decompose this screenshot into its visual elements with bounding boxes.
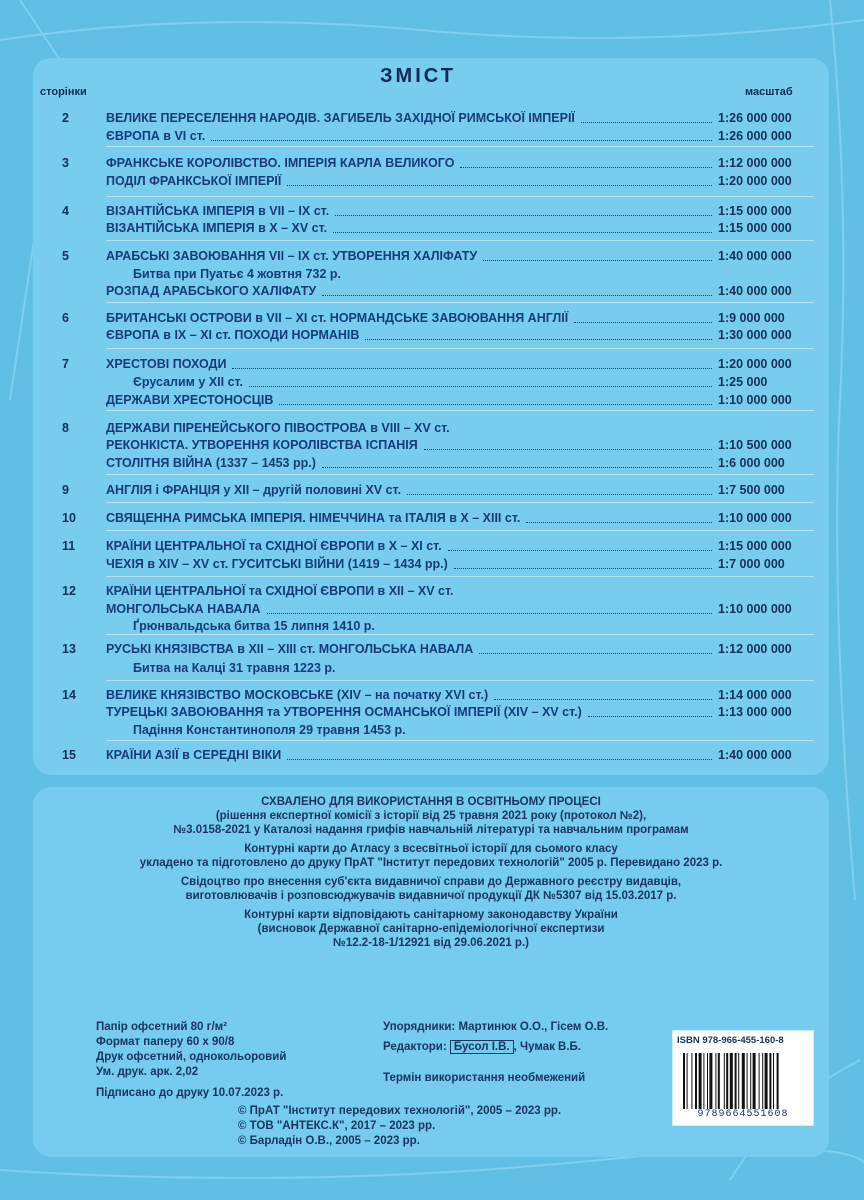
barcode-bar	[747, 1053, 748, 1109]
toc-row	[0, 283, 864, 300]
dotted-leader	[249, 384, 712, 387]
toc-separator	[106, 740, 814, 741]
barcode-bar	[691, 1053, 692, 1109]
dotted-leader	[287, 757, 712, 760]
toc-separator	[106, 240, 814, 241]
signed-info: Підписано до друку 10.07.2023 р.	[96, 1087, 284, 1099]
toc-separator	[106, 196, 814, 197]
scale-column-header: масштаб	[745, 86, 793, 98]
toc-entry-title: ПОДІЛ ФРАНКСЬКОЇ ІМПЕРІЇ	[106, 174, 282, 188]
toc-row	[0, 687, 864, 704]
toc-page-number: 10	[62, 511, 76, 525]
dotted-leader	[574, 320, 712, 323]
approval-line: №12.2-18-1/12921 від 29.06.2021 р.)	[333, 937, 529, 949]
toc-entry-title: ЧЕХІЯ в XIV – XV ст. ГУСИТСЬКІ ВІЙНИ (1419 – 1434 рр.)	[106, 557, 448, 571]
toc-scale: 1:15 000 000	[718, 221, 792, 235]
toc-row	[0, 173, 864, 190]
toc-page-number: 5	[62, 249, 69, 263]
toc-entry-title: ЄВРОПА в IX – XI ст. ПОХОДИ НОРМАНІВ	[106, 328, 360, 342]
barcode-bar	[718, 1053, 720, 1109]
toc-scale: 1:12 000 000	[718, 156, 792, 170]
compilers-label: Упорядники:	[383, 1021, 456, 1033]
toc-row	[0, 583, 864, 600]
toc-entry-title: АНГЛІЯ і ФРАНЦІЯ у XII – другій половині XV ст.	[106, 483, 402, 497]
toc-scale: 1:10 000 000	[718, 602, 792, 616]
toc-row	[0, 660, 864, 677]
toc-scale: 1:40 000 000	[718, 748, 792, 762]
barcode-bar	[753, 1053, 756, 1109]
approval-line: Свідоцтво про внесення суб'єкта видавничої справи до Державного реєстру видавців,	[180, 876, 682, 888]
toc-entry-title: Ґрюнвальдська битва 15 липня 1410 р.	[133, 619, 375, 633]
toc-title: ЗМІСТ	[380, 65, 456, 87]
isbn-text: ISBN 978-966-455-160-8	[677, 1035, 784, 1046]
dotted-leader	[407, 492, 712, 495]
copyright-line: © Барладін О.В., 2005 – 2023 рр.	[238, 1135, 420, 1147]
barcode-bar	[769, 1053, 771, 1109]
toc-row	[0, 722, 864, 739]
isbn-barcode-box	[672, 1030, 814, 1126]
barcode-bar	[715, 1053, 716, 1109]
barcode-bar	[730, 1053, 733, 1109]
print-info: Друк офсетний, однокольоровий	[96, 1051, 287, 1063]
approval-line: СХВАЛЕНО ДЛЯ ВИКОРИСТАННЯ В ОСВІТНЬОМУ ПРОЦЕСІ	[261, 796, 601, 808]
format-info: Формат паперу 60 х 90/8	[96, 1036, 235, 1048]
approval-line: (висновок Державної санітарно-епідеміологічної експертизи	[257, 923, 605, 935]
toc-scale: 1:13 000 000	[718, 705, 792, 719]
toc-entry-title: РЕКОНКІСТА. УТВОРЕННЯ КОРОЛІВСТВА ІСПАНІЯ	[106, 438, 418, 452]
toc-row	[0, 641, 864, 658]
toc-separator	[106, 302, 814, 303]
toc-entry-title: КРАЇНИ ЦЕНТРАЛЬНОЇ та СХІДНОЇ ЄВРОПИ в XII – XV ст.	[106, 584, 454, 598]
toc-scale: 1:40 000 000	[718, 249, 792, 263]
dotted-leader	[479, 651, 712, 654]
toc-scale: 1:26 000 000	[718, 129, 792, 143]
toc-page-number: 11	[62, 539, 76, 553]
paper-info: Папір офсетний 80 г/м²	[96, 1021, 227, 1033]
sheets-info: Ум. друк. арк. 2,02	[96, 1066, 199, 1078]
barcode-bar	[709, 1053, 712, 1109]
toc-row	[0, 248, 864, 265]
toc-entry-title: КРАЇНИ ЦЕНТРАЛЬНОЇ та СХІДНОЇ ЄВРОПИ в X – XI ст.	[106, 539, 442, 553]
toc-entry-title: ХРЕСТОВІ ПОХОДИ	[106, 357, 227, 371]
dotted-leader	[581, 120, 712, 123]
dotted-leader	[322, 465, 712, 468]
toc-row	[0, 392, 864, 409]
toc-row	[0, 510, 864, 527]
toc-scale: 1:26 000 000	[718, 111, 792, 125]
toc-row	[0, 420, 864, 437]
toc-row	[0, 618, 864, 635]
toc-scale: 1:10 000 000	[718, 511, 792, 525]
toc-separator	[106, 410, 814, 411]
dotted-leader	[494, 697, 712, 700]
dotted-leader	[454, 566, 712, 569]
barcode-bar	[759, 1053, 760, 1109]
barcode-bar	[695, 1053, 697, 1109]
toc-scale: 1:15 000 000	[718, 204, 792, 218]
toc-row	[0, 110, 864, 127]
toc-row	[0, 704, 864, 721]
toc-row	[0, 327, 864, 344]
toc-scale: 1:14 000 000	[718, 688, 792, 702]
barcode-bar	[765, 1053, 768, 1109]
toc-page-number: 2	[62, 111, 69, 125]
toc-row	[0, 437, 864, 454]
barcode-bar	[773, 1053, 774, 1109]
approval-line: №3.0158-2021 у Каталозі надання грифів навчальній літературі та навчальним програмам	[173, 824, 689, 836]
toc-row	[0, 482, 864, 499]
toc-separator	[106, 530, 814, 531]
compilers-names: Мартинюк О.О., Гісем О.В.	[458, 1021, 609, 1033]
dotted-leader	[232, 366, 712, 369]
dotted-leader	[267, 611, 712, 614]
toc-scale: 1:7 000 000	[718, 557, 785, 571]
toc-entry-title: Єрусалим у XII ст.	[133, 375, 244, 389]
approval-line: Контурні карти відповідають санітарному законодавству України	[244, 909, 618, 921]
toc-entry-title: Битва при Пуатьє 4 жовтня 732 р.	[133, 267, 341, 281]
toc-entry-title: РОЗПАД АРАБСЬКОГО ХАЛІФАТУ	[106, 284, 317, 298]
barcode-number: 9789664551608	[697, 1109, 789, 1120]
toc-row	[0, 203, 864, 220]
toc-row	[0, 538, 864, 555]
toc-entry-title: МОНГОЛЬСЬКА НАВАЛА	[106, 602, 261, 616]
dotted-leader	[333, 230, 712, 233]
editor-second: , Чумак В.Б.	[513, 1041, 582, 1053]
usage-term: Термін використання необмежений	[383, 1072, 586, 1084]
toc-scale: 1:12 000 000	[718, 642, 792, 656]
toc-row	[0, 455, 864, 472]
toc-entry-title: ДЕРЖАВИ ПІРЕНЕЙСЬКОГО ПІВОСТРОВА в VIII – XV ст.	[106, 421, 450, 435]
toc-row	[0, 356, 864, 373]
dotted-leader	[279, 402, 712, 405]
toc-scale: 1:30 000 000	[718, 328, 792, 342]
toc-row	[0, 128, 864, 145]
barcode-bar	[750, 1053, 751, 1109]
toc-scale: 1:25 000	[718, 375, 768, 389]
approval-line: (рішення експертної комісії з історії від 25 травня 2021 року (протокол №2),	[215, 810, 647, 822]
toc-page-number: 13	[62, 642, 76, 656]
editor-boxed: Бусол І.В.	[450, 1040, 514, 1054]
toc-row	[0, 155, 864, 172]
toc-page-number: 6	[62, 311, 69, 325]
barcode-bar	[742, 1053, 745, 1109]
toc-scale: 1:10 500 000	[718, 438, 792, 452]
dotted-leader	[483, 258, 712, 261]
toc-row	[0, 374, 864, 391]
dotted-leader	[365, 337, 712, 340]
toc-entry-title: РУСЬКІ КНЯЗІВСТВА в XII – XIII ст. МОНГОЛЬСЬКА НАВАЛА	[106, 642, 474, 656]
toc-entry-title: КРАЇНИ АЗІЇ в СЕРЕДНІ ВІКИ	[106, 748, 282, 762]
toc-scale: 1:7 500 000	[718, 483, 785, 497]
dotted-leader	[322, 293, 712, 296]
dotted-leader	[460, 165, 712, 168]
barcode-bar	[707, 1053, 708, 1109]
editors-line	[383, 1040, 581, 1055]
barcode-bar	[726, 1053, 728, 1109]
toc-scale: 1:9 000 000	[718, 311, 785, 325]
barcode-bar	[735, 1053, 737, 1109]
toc-entry-title: СТОЛІТНЯ ВІЙНА (1337 – 1453 рр.)	[106, 456, 316, 470]
toc-row	[0, 266, 864, 283]
toc-separator	[106, 348, 814, 349]
dotted-leader	[335, 213, 712, 216]
toc-separator	[106, 502, 814, 503]
barcode-bar	[687, 1053, 688, 1109]
toc-page-number: 7	[62, 357, 69, 371]
copyright-line: © ТОВ "АНТЕКС.К", 2017 – 2023 рр.	[238, 1120, 436, 1132]
toc-scale: 1:40 000 000	[718, 284, 792, 298]
dotted-leader	[448, 548, 712, 551]
toc-page-number: 12	[62, 584, 76, 598]
barcode-bar	[683, 1053, 685, 1109]
toc-row	[0, 556, 864, 573]
toc-scale: 1:15 000 000	[718, 539, 792, 553]
toc-entry-title: БРИТАНСЬКІ ОСТРОВИ в VII – XI ст. НОРМАНДСЬКЕ ЗАВОЮВАННЯ АНГЛІЇ	[106, 311, 569, 325]
copyright-line: © ПрАТ "Інститут передових технологій", 2005 – 2023 рр.	[238, 1105, 562, 1117]
pages-column-header: сторінки	[40, 86, 87, 98]
barcode-bar	[738, 1053, 739, 1109]
toc-separator	[106, 474, 814, 475]
toc-entry-title: СВЯЩЕННА РИМСЬКА ІМПЕРІЯ. НІМЕЧЧИНА та ІТАЛІЯ в X – XIII ст.	[106, 511, 521, 525]
toc-page-number: 3	[62, 156, 69, 170]
barcode-bar	[777, 1053, 779, 1109]
toc-separator	[106, 576, 814, 577]
compilers-line	[383, 1020, 608, 1035]
toc-entry-title: ВЕЛИКЕ ПЕРЕСЕЛЕННЯ НАРОДІВ. ЗАГИБЕЛЬ ЗАХІДНОЇ РИМСЬКОЇ ІМПЕРІЇ	[106, 111, 575, 125]
approval-line: виготовлювачів і розповсюджувачів видавничої продукції ДК №5307 від 15.03.2017 р.	[185, 890, 677, 902]
toc-entry-title: ФРАНКСЬКЕ КОРОЛІВСТВО. ІМПЕРІЯ КАРЛА ВЕЛИКОГО	[106, 156, 455, 170]
dotted-leader	[287, 183, 712, 186]
toc-entry-title: ВЕЛИКЕ КНЯЗІВСТВО МОСКОВСЬКЕ (XIV – на початку XVI ст.)	[106, 688, 489, 702]
toc-scale: 1:20 000 000	[718, 174, 792, 188]
toc-page-number: 8	[62, 421, 69, 435]
toc-entry-title: ВІЗАНТІЙСЬКА ІМПЕРІЯ в VII – IX ст.	[106, 204, 330, 218]
toc-entry-title: ТУРЕЦЬКІ ЗАВОЮВАННЯ та УТВОРЕННЯ ОСМАНСЬКОЇ ІМПЕРІЇ (XIV – XV ст.)	[106, 705, 582, 719]
toc-page-number: 4	[62, 204, 69, 218]
editors-label: Редактори:	[383, 1041, 447, 1053]
approval-line: Контурні карти до Атласу з всесвітньої історії для сьомого класу	[244, 843, 618, 855]
toc-scale: 1:10 000 000	[718, 393, 792, 407]
toc-entry-title: Падіння Константинополя 29 травня 1453 р.	[133, 723, 406, 737]
toc-entry-title: АРАБСЬКІ ЗАВОЮВАННЯ VII – IX ст. УТВОРЕННЯ ХАЛІФАТУ	[106, 249, 478, 263]
toc-entry-title: ВІЗАНТІЙСЬКА ІМПЕРІЯ в X – XV ст.	[106, 221, 328, 235]
approval-line: укладено та підготовлено до друку ПрАТ "Інститут передових технологій" 2005 р. Перевидано 2023 р.	[139, 857, 723, 869]
dotted-leader	[526, 520, 712, 523]
toc-separator	[106, 146, 814, 147]
toc-page-number: 15	[62, 748, 76, 762]
toc-separator	[106, 680, 814, 681]
toc-page-number: 9	[62, 483, 69, 497]
barcode-bar	[724, 1053, 725, 1109]
toc-scale: 1:6 000 000	[718, 456, 785, 470]
dotted-leader	[588, 714, 712, 717]
toc-entry-title: Битва на Калці 31 травня 1223 р.	[133, 661, 336, 675]
toc-entry-title: ЄВРОПА в VI ст.	[106, 129, 206, 143]
dotted-leader	[211, 138, 712, 141]
barcode-bar	[762, 1053, 763, 1109]
dotted-leader	[424, 447, 712, 450]
barcode-bar	[699, 1053, 702, 1109]
barcode-bar	[703, 1053, 704, 1109]
toc-scale: 1:20 000 000	[718, 357, 792, 371]
toc-row	[0, 747, 864, 764]
toc-entry-title: ДЕРЖАВИ ХРЕСТОНОСЦІВ	[106, 393, 274, 407]
barcode-image	[681, 1053, 805, 1109]
toc-row	[0, 310, 864, 327]
toc-row	[0, 220, 864, 237]
toc-page-number: 14	[62, 688, 76, 702]
toc-row	[0, 601, 864, 618]
